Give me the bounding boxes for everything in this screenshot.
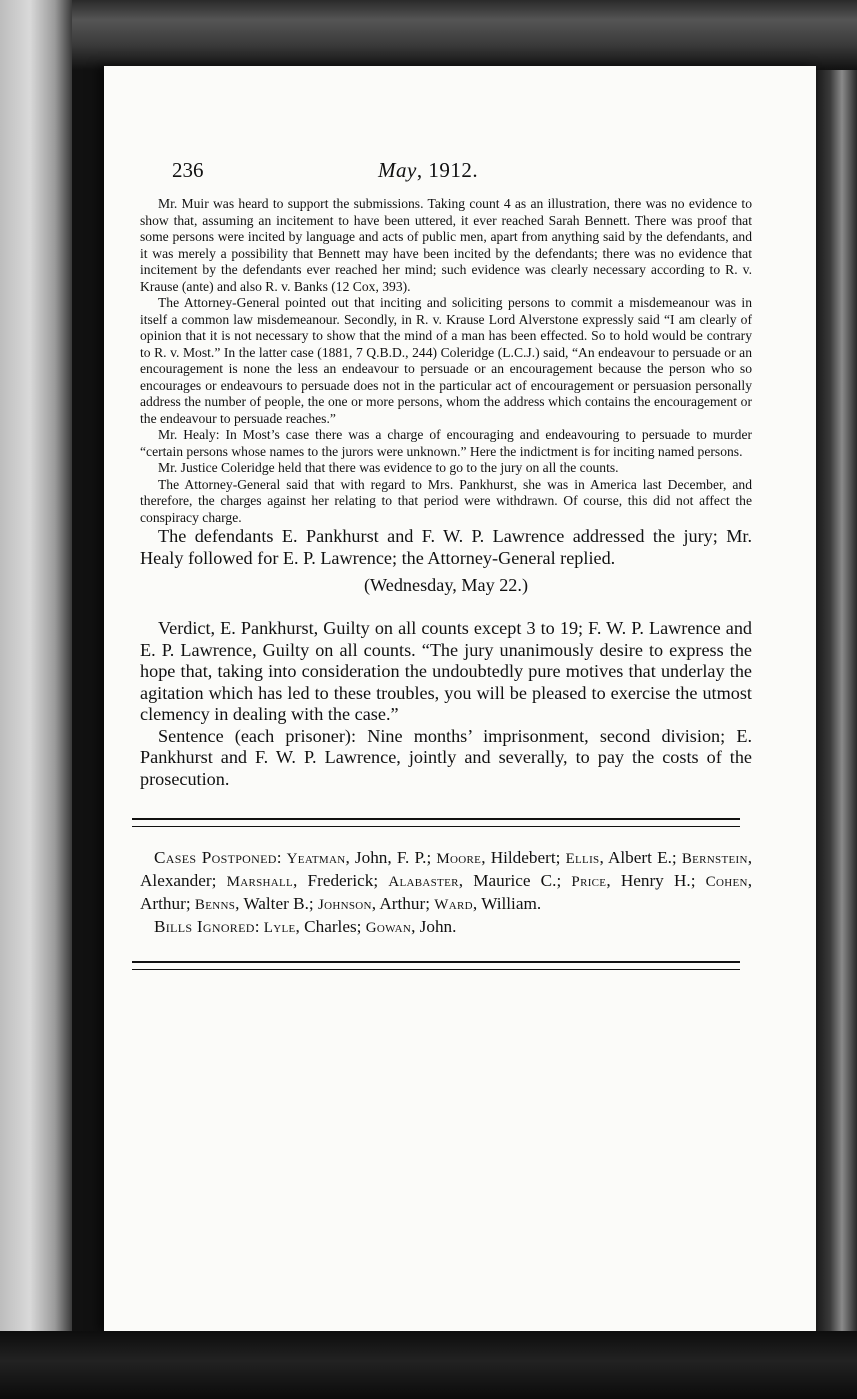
double-rule-top [132, 818, 740, 827]
entry-terminator: ; [556, 871, 572, 890]
page-number: 236 [172, 158, 204, 182]
page-content [140, 150, 752, 970]
entry-separator: , [411, 917, 420, 936]
book-edge-right [816, 70, 857, 1340]
entry-terminator: ; [425, 894, 435, 913]
cases-postponed-list: Cases Postponed: Yeatman, John, F. P.; Moore, Hildebert; Ellis, Albert E.; Bernstein, Alexander; Marshall, Frederick; Alabaster, Maurice C.; Price, Henry H.; Cohen, Arthur; Benns, Walter B.; Johnson, Arthur; Ward, William. [140, 848, 753, 913]
verdict-section [140, 618, 752, 790]
running-head-month: May [378, 158, 417, 182]
entry-separator: , [599, 848, 608, 867]
entry-terminator: ; [671, 848, 682, 867]
entry-terminator: ; [211, 871, 227, 890]
entry-separator: , [481, 848, 491, 867]
entry-separator: , [371, 894, 380, 913]
entry-separator: , [345, 848, 355, 867]
bills-ignored-list: Bills Ignored: Lyle, Charles; Gowan, John. [154, 917, 457, 936]
entry-given-name: Arthur [379, 894, 426, 913]
paragraph-muir: Mr. Muir was heard to support the submissions. Taking count 4 as an illustration, there was no evidence to show that, assuming an incitement to have been uttered, it ever reached Sarah Bennett. There was proof that some persons were incited by language and acts of public men, apart from anything said by the defendants, and it was merely a possibility that Bennett may have been incited by the defendants; there was no evidence that incitement by the defendants ever reached her mind; such evidence was clearly necessary according to R. v. Krause (ante) and also R. v. Banks (12 Cox, 393). [140, 196, 752, 294]
entry-terminator: ; [308, 894, 318, 913]
entry-given-name: Alexander [140, 871, 212, 890]
entry-terminator: ; [373, 871, 389, 890]
entry-separator: , [458, 871, 474, 890]
defence-section [140, 526, 752, 569]
page-header [140, 150, 752, 180]
entry-given-name: William [481, 894, 537, 913]
scan-bottom-margin [0, 1331, 857, 1399]
entry-given-name: Charles [304, 917, 357, 936]
entry-surname: Johnson [317, 897, 372, 913]
paragraph-defendants-addressed: The defendants E. Pankhurst and F. W. P. Lawrence addressed the jury; Mr. Healy followed for E. P. Lawrence; the Attorney-General replied. [140, 526, 752, 568]
paragraph-justice-coleridge: Mr. Justice Coleridge held that there was evidence to go to the jury on all the counts. [158, 460, 619, 475]
entry-terminator: ; [356, 917, 366, 936]
entry-terminator: ; [690, 871, 706, 890]
entry-surname: Gowan [365, 920, 412, 936]
entry-terminator: . [452, 917, 457, 936]
double-rule-bottom [132, 961, 740, 970]
entry-separator: , [472, 894, 482, 913]
entry-terminator: . [536, 894, 542, 913]
entry-given-name: Albert E. [607, 848, 672, 867]
bills-ignored-label: Bills Ignored [154, 917, 255, 936]
entry-given-name: Hildebert [490, 848, 556, 867]
entry-given-name: Arthur [140, 894, 186, 913]
entry-given-name: Frederick [307, 871, 374, 890]
running-head-year: , 1912. [416, 158, 479, 182]
running-head [378, 158, 478, 183]
entry-surname: Price [571, 874, 607, 890]
entry-separator: , [606, 871, 621, 890]
entry-separator: , [293, 871, 308, 890]
entry-surname: Benns [194, 897, 236, 913]
paragraph-attorney-general: The Attorney-General pointed out that inciting and soliciting persons to commit a misdemeanour was in itself a common law misdemeanour. Secondly, in R. v. Krause Lord Alverstone expressly said “I am clearly of opinion that it is not necessary to show that the mind of a man has been effected. So to hold would be contrary to R. v. Most.” In the latter case (1881, 7 Q.B.D., 244) Coleridge (L.C.J.) said, “An endeavour to persuade or an encouragement is none the less an endeavour to persuade or an encouragement because the person who so encourages or endeavours to persuade does not in the particular act of encouragement or persuasion personally address the number of people, the one or more persons, whom the address which contains the encouragement or the endeavour to persuade reaches.” [140, 295, 752, 426]
paragraph-verdict: Verdict, E. Pankhurst, Guilty on all counts except 3 to 19; F. W. P. Lawrence and E. P. Lawrence, Guilty on all counts. “The jury unanimously desire to express the hope that, taking into consideration the undoubtedly pure motives that underlay the agitation which has led to these troubles, you will be pleased to exercise the utmost clemency in dealing with the case.” [140, 618, 752, 724]
entry-surname: Alabaster [388, 874, 459, 890]
paragraph-healy: Mr. Healy: In Most’s case there was a charge of encouraging and endeavouring to persuade to murder “certain persons whose names to the jurors were unknown.” Here the indictment is for inciting named persons. [140, 427, 752, 459]
entry-separator: , [295, 917, 305, 936]
entry-surname: Ellis [565, 851, 600, 867]
entry-terminator: ; [555, 848, 566, 867]
arguments-section [140, 196, 752, 526]
entry-given-name: John, F. P. [354, 848, 427, 867]
entry-given-name: Henry H. [620, 871, 691, 890]
entry-separator: , [235, 894, 244, 913]
entry-terminator: ; [185, 894, 195, 913]
case-lists [140, 847, 752, 939]
paragraph-sentence: Sentence (each prisoner): Nine months’ imprisonment, second division; E. Pankhurst and F. W. P. Lawrence, jointly and severally, to pay the costs of the prosecution. [140, 725, 752, 789]
cases-postponed-label: Cases Postponed [154, 848, 277, 867]
entry-surname: Moore [436, 851, 482, 867]
entry-surname: Yeatman [286, 851, 346, 867]
date-line: (Wednesday, May 22.) [363, 575, 529, 595]
bills-ignored-entries [264, 917, 457, 936]
entry-surname: Marshall [226, 874, 294, 890]
entry-separator: , [747, 848, 752, 867]
entry-given-name: John [419, 917, 453, 936]
book-edge-left [0, 0, 72, 1399]
entry-surname: Cohen [705, 874, 748, 890]
entry-separator: , [747, 871, 753, 890]
entry-terminator: ; [426, 848, 437, 867]
entry-given-name: Maurice C. [473, 871, 557, 890]
entry-surname: Bernstein [681, 851, 748, 867]
entry-surname: Lyle [263, 920, 296, 936]
entry-surname: Ward [434, 897, 473, 913]
paragraph-pankhurst-withdrawal: The Attorney-General said that with regard to Mrs. Pankhurst, she was in America last December, and therefore, the charges against her relating to that period were withdrawn. Of course, this did not affect the conspiracy charge. [140, 476, 752, 525]
entry-given-name: Walter B. [243, 894, 309, 913]
